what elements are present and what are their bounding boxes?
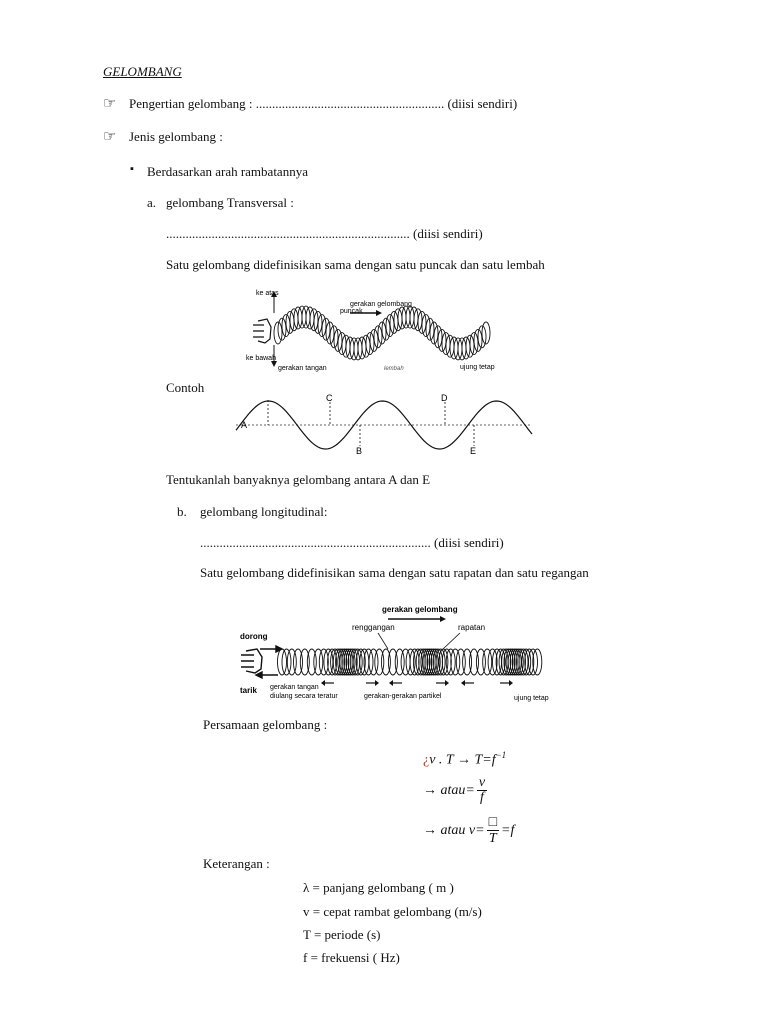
direction-subheading: Berdasarkan arah rambatannya <box>147 164 308 179</box>
fraction-box-over-t <box>487 815 499 846</box>
legend-heading: Keterangan : <box>203 856 270 871</box>
point-label-d: D <box>441 393 448 403</box>
spring-coil <box>483 649 492 675</box>
transversal-spring-figure <box>246 283 508 373</box>
longitudinal-heading: gelombang longitudinal: <box>200 504 328 519</box>
pointing-hand-icon: ☞ <box>103 94 117 112</box>
particle-motion-arrows <box>321 680 513 686</box>
longitudinal-fill-line: ....................................................................... (diisi sendiri) <box>200 535 504 550</box>
fraction-numerator: v <box>478 775 486 790</box>
legend-item: v = cepat rambat gelombang (m/s) <box>303 904 482 919</box>
label-compression: rapatan <box>458 623 486 632</box>
particle-arrowhead <box>375 680 379 686</box>
label-rarefaction: renggangan <box>352 623 395 632</box>
equation-line-3-prefix: → atau v= <box>423 822 485 838</box>
hand-icon <box>241 646 282 678</box>
point-label-e: E <box>470 446 477 456</box>
spring-coil <box>314 649 323 675</box>
fraction-numerator: □ <box>488 815 498 830</box>
equation-line-3-suffix: =f <box>501 822 515 838</box>
particle-arrowhead <box>461 680 465 686</box>
longitudinal-spring-coils <box>278 649 542 675</box>
label-hand-motion: gerakan tangan <box>278 365 327 372</box>
label-up: ke atas <box>256 290 279 297</box>
list-marker-b: b. <box>177 504 187 519</box>
inverted-question-glyph: ¿ <box>423 752 430 768</box>
square-bullet-icon: ▪ <box>130 163 134 175</box>
wave-types-heading: Jenis gelombang : <box>129 129 223 144</box>
label-wave-motion-long: gerakan gelombang <box>382 605 458 614</box>
point-label-b: B <box>356 446 363 456</box>
spring-coil <box>401 649 410 675</box>
equation-line-1 <box>423 750 506 769</box>
fraction-denominator: T <box>488 831 497 846</box>
label-hand-motion-1: gerakan tangan <box>270 684 319 691</box>
transversal-definition: Satu gelombang didefinisikan sama dengan satu puncak dan satu lembah <box>166 257 545 272</box>
fraction-v-over-f <box>477 776 487 805</box>
transversal-heading: gelombang Transversal : <box>166 195 294 210</box>
particle-arrowhead <box>445 680 449 686</box>
equation-line-2-prefix: → atau= <box>423 782 475 798</box>
equation-line-3 <box>423 815 514 846</box>
sine-wave-figure <box>236 390 536 458</box>
particle-arrowhead <box>321 680 325 686</box>
label-down: ke bawah <box>246 355 276 362</box>
spring-coil <box>381 649 390 675</box>
legend-item: λ = panjang gelombang ( m ) <box>303 880 454 895</box>
label-particle-motion: gerakan-gerakan partikel <box>364 693 442 700</box>
label-fixed-end-long: ujung tetap <box>514 695 549 702</box>
equation-line-1-exponent: −1 <box>495 750 507 760</box>
label-crest: puncak <box>340 308 363 315</box>
spring-coils <box>274 306 490 360</box>
transversal-fill-line: ........................................................................... (diisi sendiri) <box>166 226 483 241</box>
longitudinal-definition: Satu gelombang didefinisikan sama dengan satu rapatan dan satu regangan <box>200 565 589 580</box>
label-wave-motion: gerakan gelombang <box>350 301 412 308</box>
equation-label: Persamaan gelombang : <box>203 717 328 732</box>
particle-arrowhead <box>509 680 513 686</box>
label-pull: tarik <box>240 686 257 695</box>
example-label: Contoh <box>166 380 205 395</box>
label-push: dorong <box>240 632 268 641</box>
spring-coil <box>300 649 309 675</box>
fraction-denominator: f <box>480 790 484 805</box>
page-title: GELOMBANG <box>103 64 182 79</box>
label-hand-motion-2: diulang secara teratur <box>270 693 338 700</box>
label-fixed-end: ujung tetap <box>460 364 495 371</box>
particle-arrowhead <box>389 680 393 686</box>
point-label-c: C <box>326 393 333 403</box>
spring-coil <box>470 649 479 675</box>
legend-item: f = frekuensi ( Hz) <box>303 950 400 965</box>
equation-line-2 <box>423 776 487 805</box>
spring-coil <box>369 649 378 675</box>
definition-line: Pengertian gelombang : .......................................................... (diisi sendiri) <box>129 96 518 111</box>
pointing-hand-icon: ☞ <box>103 127 117 145</box>
label-trough: lembah <box>384 366 404 372</box>
legend-item: T = periode (s) <box>303 927 381 942</box>
question-text: Tentukanlah banyaknya gelombang antara A dan E <box>166 472 431 487</box>
spring-coil <box>463 649 472 675</box>
point-label-a: A <box>241 420 248 430</box>
hand-icon <box>253 319 271 343</box>
longitudinal-spring-figure <box>238 597 552 707</box>
list-marker-a: a. <box>147 195 157 210</box>
equation-line-1-body: v . T → T=f <box>429 752 496 768</box>
